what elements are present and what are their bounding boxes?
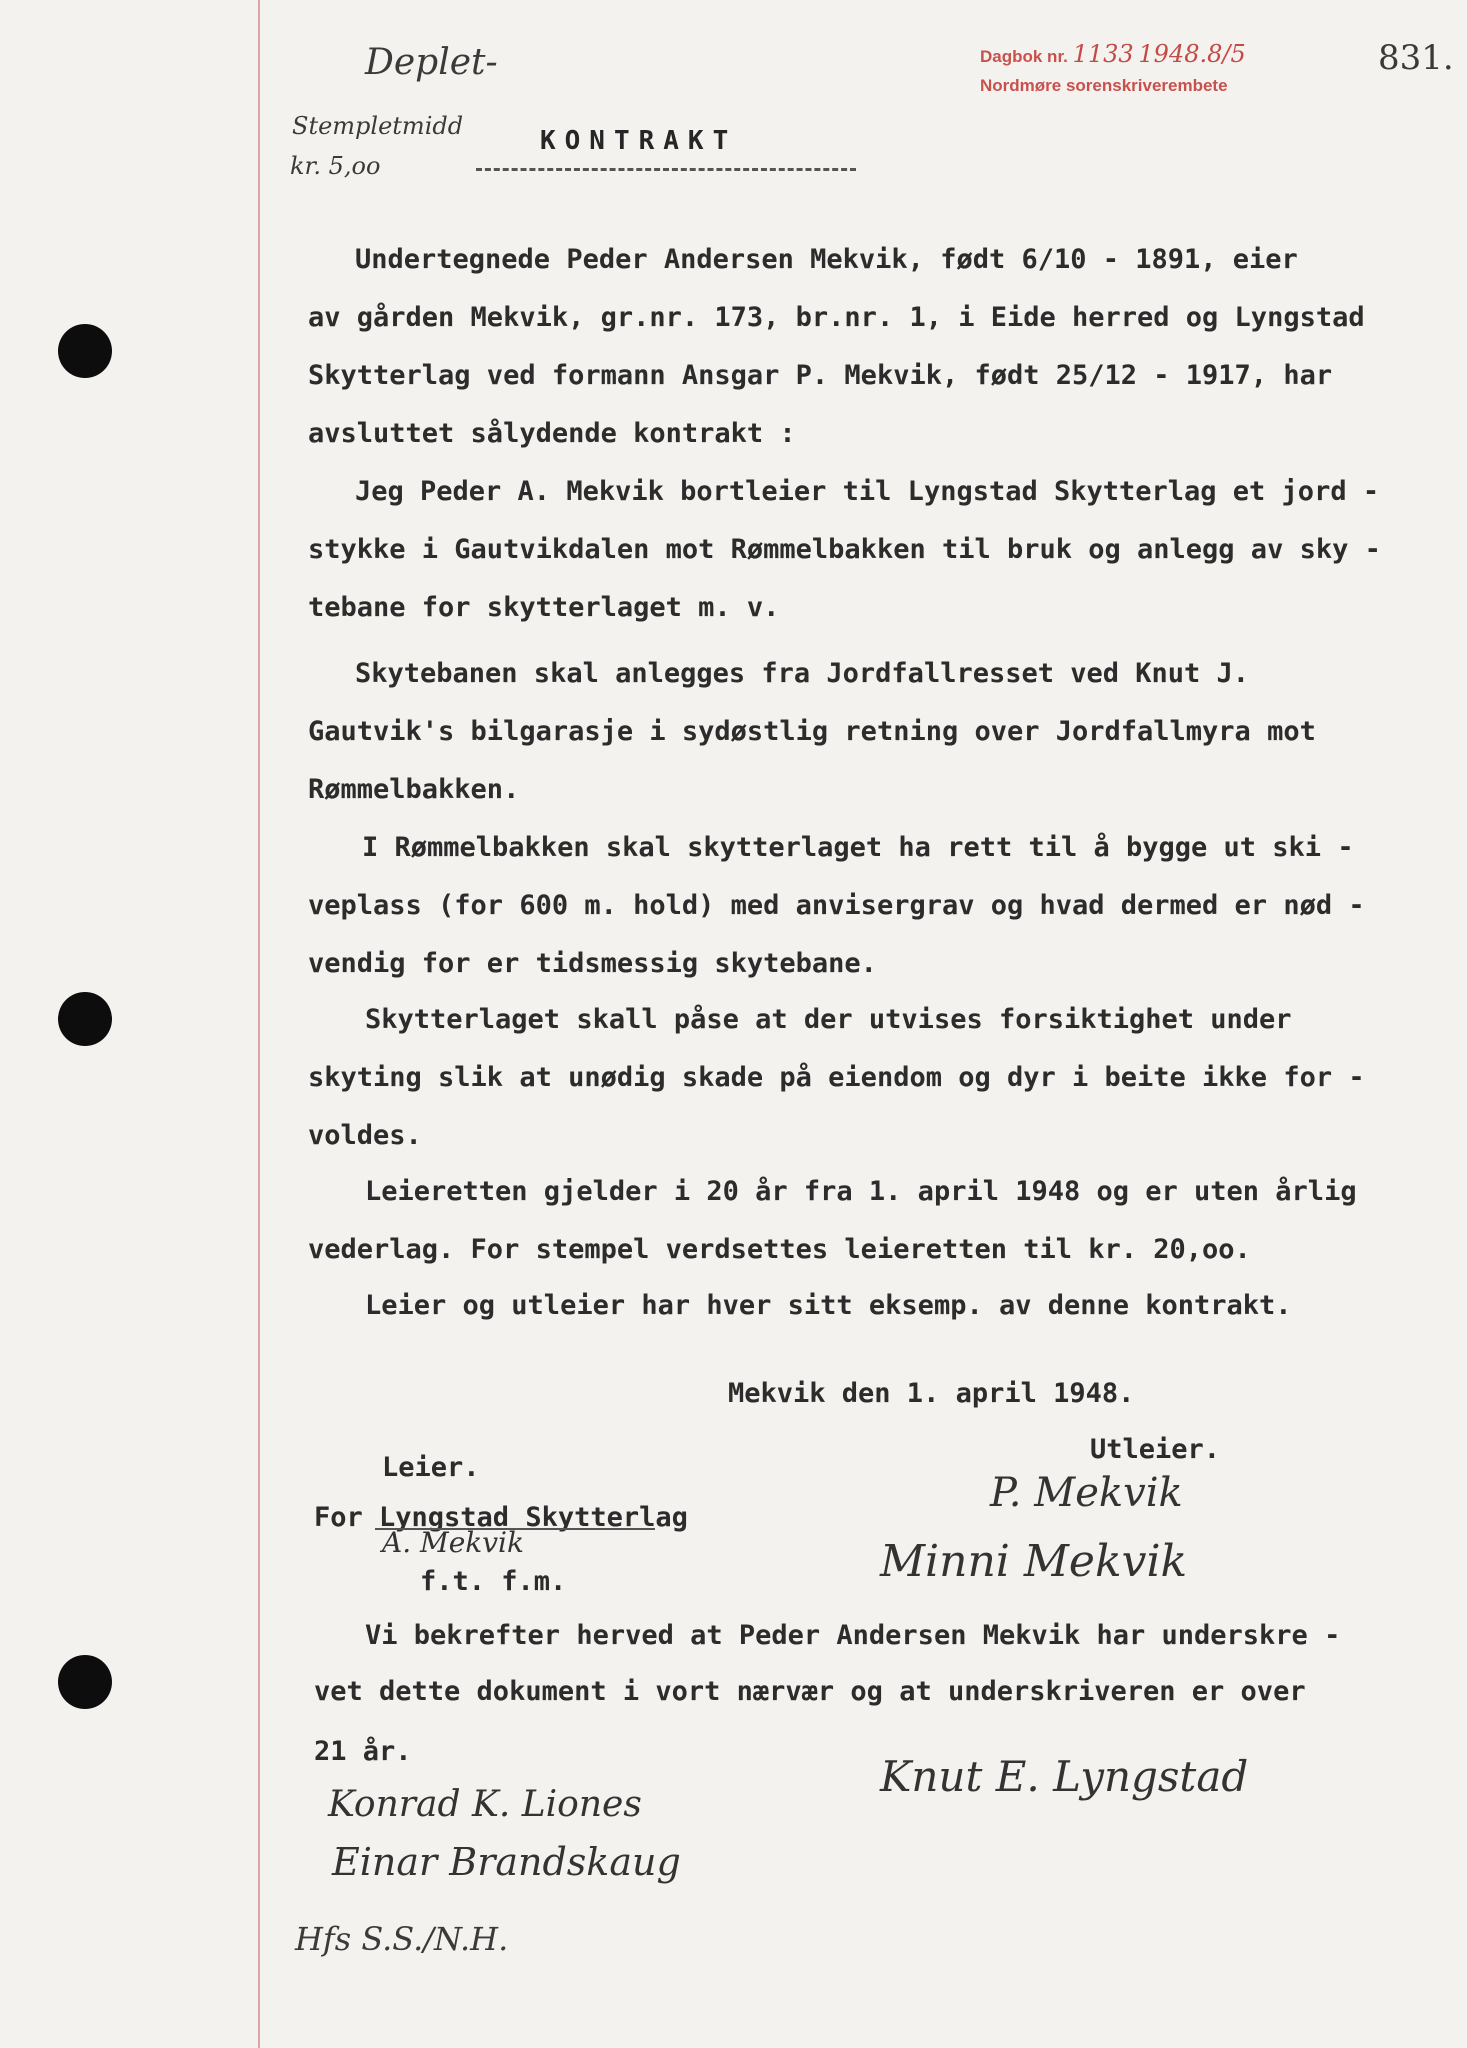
body-line: vendig for er tidsmessig skytebane. xyxy=(308,948,877,979)
lessee-label: Leier. xyxy=(382,1452,480,1483)
title-rule xyxy=(476,168,856,171)
signature-lessee: A. Mekvik xyxy=(382,1526,524,1559)
body-line: Skytebanen skal anlegges fra Jordfallresset ved Knut J. xyxy=(355,658,1250,689)
body-line: I Rømmelbakken skal skytterlaget ha rett til å bygge ut ski - xyxy=(362,832,1354,863)
body-line: vederlag. For stempel verdsettes leieretten til kr. 20,oo. xyxy=(308,1234,1251,1265)
stamp-dagbok-number: 1133 xyxy=(1072,40,1134,68)
punch-hole-top xyxy=(58,324,112,378)
punch-hole-middle xyxy=(58,992,112,1046)
body-line: tebane for skytterlaget m. v. xyxy=(308,592,780,623)
body-line: Jeg Peder A. Mekvik bortleier til Lyngstad Skytterlag et jord - xyxy=(355,476,1380,507)
body-line: av gården Mekvik, gr.nr. 173, br.nr. 1, i Eide herred og Lyngstad xyxy=(308,302,1365,333)
body-line: skyting slik at unødig skade på eiendom og dyr i beite ikke for - xyxy=(308,1062,1365,1093)
body-line: Skytterlag ved formann Ansgar P. Mekvik, født 25/12 - 1917, har xyxy=(308,360,1333,391)
margin-note-stamp-paid-2: kr. 5,oo xyxy=(290,152,381,180)
body-line: Gautvik's bilgarasje i sydøstlig retning over Jordfallmyra mot xyxy=(308,716,1316,747)
document-title: KONTRAKT xyxy=(540,126,738,156)
stamp-dagbok-date: 1948.8/5 xyxy=(1138,40,1246,68)
witness-line: 21 år. xyxy=(314,1736,412,1767)
stamp-dagbok-label: Dagbok nr. xyxy=(980,47,1068,66)
body-line: avsluttet sålydende kontrakt : xyxy=(308,418,796,449)
signature-witness-2: Einar Brandskaug xyxy=(332,1840,681,1884)
lessee-organisation: For Lyngstad Skytterlag xyxy=(314,1502,688,1533)
body-line: voldes. xyxy=(308,1120,422,1151)
body-line: veplass (for 600 m. hold) med anvisergrav og hvad dermed er nød - xyxy=(308,890,1365,921)
margin-note-stamp-paid-1: Stempletmidd xyxy=(292,112,464,140)
witness-line: vet dette dokument i vort nærvær og at underskriveren er over xyxy=(314,1676,1306,1707)
margin-line xyxy=(258,0,260,2048)
body-line: Undertegnede Peder Andersen Mekvik, født 6/10 - 1891, eier xyxy=(355,244,1298,275)
witness-line: Vi bekrefter herved at Peder Andersen Mekvik har underskre - xyxy=(365,1620,1341,1651)
margin-note-deplet: Deplet- xyxy=(365,42,498,83)
signature-underline xyxy=(375,1528,655,1530)
signature-witness-1: Konrad K. Liones xyxy=(328,1784,642,1825)
body-line: Skytterlaget skall påse at der utvises forsiktighet under xyxy=(365,1004,1292,1035)
body-line: Leier og utleier har hver sitt eksemp. av denne kontrakt. xyxy=(365,1290,1292,1321)
place-date: Mekvik den 1. april 1948. xyxy=(728,1378,1135,1409)
stamp-office-name: Nordmøre sorenskriverembete xyxy=(980,76,1228,95)
signature-lessor-2: Minni Mekvik xyxy=(880,1536,1188,1587)
lessor-label: Utleier. xyxy=(1090,1434,1221,1465)
registration-stamp xyxy=(980,40,1246,68)
body-line: stykke i Gautvikdalen mot Rømmelbakken til bruk og anlegg av sky - xyxy=(308,534,1381,565)
signature-lessor-1: P. Mekvik xyxy=(990,1470,1183,1516)
signature-witness-3: Knut E. Lyngstad xyxy=(880,1752,1249,1801)
body-line: Leieretten gjelder i 20 år fra 1. april 1948 og er uten årlig xyxy=(365,1176,1357,1207)
punch-hole-bottom xyxy=(58,1655,112,1709)
lessee-role: f.t. f.m. xyxy=(420,1566,567,1597)
body-line: Rømmelbakken. xyxy=(308,774,520,805)
page-number: 831. xyxy=(1378,38,1454,78)
margin-note-bottom: Hfs S.S./N.H. xyxy=(295,1920,509,1958)
